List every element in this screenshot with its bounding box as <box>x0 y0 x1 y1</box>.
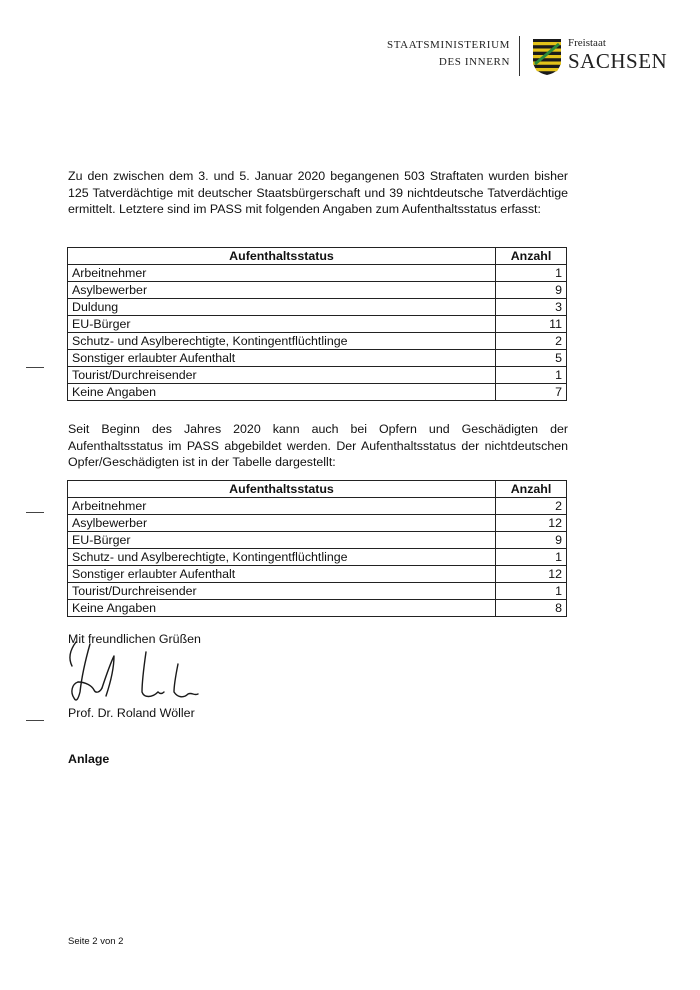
table-row <box>68 515 567 532</box>
margin-fold-mark <box>26 512 44 513</box>
count-cell: 12 <box>496 566 567 583</box>
status-cell: Keine Angaben <box>68 600 496 617</box>
count-cell: 1 <box>496 265 567 282</box>
table-row <box>68 265 567 282</box>
table-header-row <box>68 248 567 265</box>
table-header-row <box>68 481 567 498</box>
table-row <box>68 498 567 515</box>
victims-paragraph: Seit Beginn des Jahres 2020 kann auch bei Opfern und Geschädigten der Aufenthaltsstatus im PASS abgebildet werden. Der Aufenthaltsstatus der nichtdeutschen Opfer/Geschädigten ist in der Tabelle dargestellt: <box>68 422 568 470</box>
status-cell: Tourist/Durchreisender <box>68 583 496 600</box>
status-cell: Arbeitnehmer <box>68 498 496 515</box>
table-row <box>68 384 567 401</box>
status-cell: Asylbewerber <box>68 515 496 532</box>
status-cell: Asylbewerber <box>68 282 496 299</box>
column-header-count: Anzahl <box>496 248 567 265</box>
state-label-small: Freistaat <box>568 37 606 49</box>
count-cell: 9 <box>496 282 567 299</box>
count-cell: 1 <box>496 583 567 600</box>
status-cell: Sonstiger erlaubter Aufenthalt <box>68 350 496 367</box>
table-row <box>68 566 567 583</box>
status-cell: Schutz- und Asylberechtigte, Kontingentflüchtlinge <box>68 549 496 566</box>
column-header-status: Aufenthaltsstatus <box>68 248 496 265</box>
ministry-name <box>387 37 510 71</box>
ministry-line-1: STAATSMINISTERIUM <box>387 39 510 51</box>
margin-fold-mark <box>26 720 44 721</box>
table-row <box>68 350 567 367</box>
count-cell: 5 <box>496 350 567 367</box>
closing-greeting: Mit freundlichen Grüßen <box>68 632 201 646</box>
count-cell: 2 <box>496 333 567 350</box>
margin-fold-mark <box>26 367 44 368</box>
status-cell: Arbeitnehmer <box>68 265 496 282</box>
state-label <box>568 36 667 72</box>
count-cell: 12 <box>496 515 567 532</box>
signer-name: Prof. Dr. Roland Wöller <box>68 706 195 720</box>
column-header-count: Anzahl <box>496 481 567 498</box>
table-row <box>68 600 567 617</box>
table-row <box>68 549 567 566</box>
count-cell: 11 <box>496 316 567 333</box>
count-cell: 1 <box>496 367 567 384</box>
status-cell: Duldung <box>68 299 496 316</box>
count-cell: 7 <box>496 384 567 401</box>
table-row <box>68 367 567 384</box>
table-row <box>68 299 567 316</box>
table-row <box>68 316 567 333</box>
status-cell: Keine Angaben <box>68 384 496 401</box>
status-cell: EU-Bürger <box>68 316 496 333</box>
table-row <box>68 532 567 549</box>
header-divider <box>519 36 520 76</box>
table-row <box>68 583 567 600</box>
count-cell: 8 <box>496 600 567 617</box>
count-cell: 2 <box>496 498 567 515</box>
status-cell: EU-Bürger <box>68 532 496 549</box>
status-cell: Schutz- und Asylberechtigte, Kontingentflüchtlinge <box>68 333 496 350</box>
count-cell: 9 <box>496 532 567 549</box>
column-header-status: Aufenthaltsstatus <box>68 481 496 498</box>
state-label-big: SACHSEN <box>568 49 668 73</box>
saxony-coat-of-arms-icon <box>532 38 562 76</box>
victims-status-table <box>67 480 567 617</box>
ministry-line-2: DES INNERN <box>438 56 510 68</box>
intro-paragraph: Zu den zwischen dem 3. und 5. Januar 2020 begangenen 503 Straftaten wurden bisher 125 Tatverdächtige mit deutscher Staatsbürgerschaft und 39 nichtdeutsche Tatverdächtige ermittelt. Letztere sind im PASS mit folgenden Angaben zum Aufenthaltsstatus erfasst: <box>68 169 568 217</box>
count-cell: 1 <box>496 549 567 566</box>
count-cell: 3 <box>496 299 567 316</box>
attachment-label: Anlage <box>68 752 110 766</box>
suspects-status-table <box>67 247 567 401</box>
status-cell: Sonstiger erlaubter Aufenthalt <box>68 566 496 583</box>
table-row <box>68 333 567 350</box>
page-number: Seite 2 von 2 <box>68 936 124 947</box>
table-row <box>68 282 567 299</box>
status-cell: Tourist/Durchreisender <box>68 367 496 384</box>
